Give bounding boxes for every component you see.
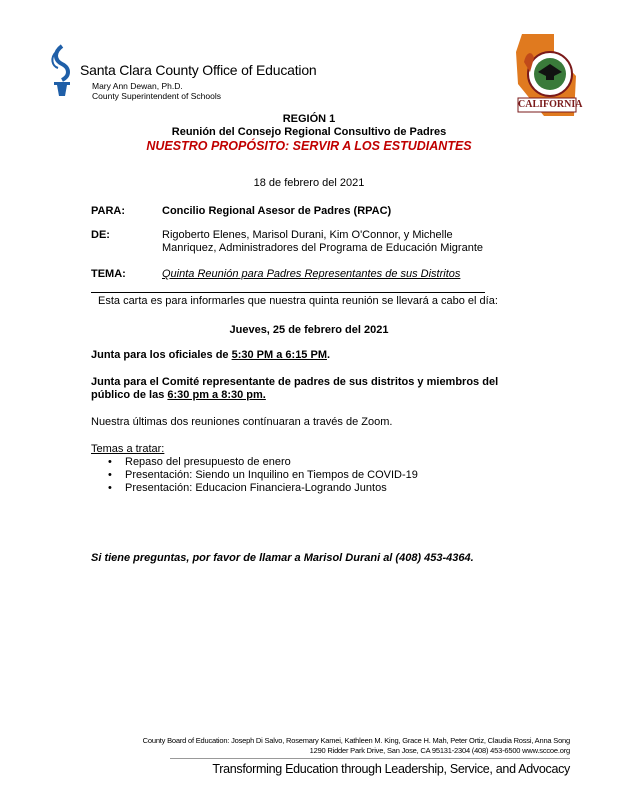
zoom-note: Nuestra últimas dos reuniones contínuaran a través de Zoom. (91, 416, 393, 428)
para-label: PARA: (91, 205, 126, 217)
superintendent-name: Mary Ann Dewan, Ph.D. (92, 81, 183, 91)
topics-list (108, 456, 418, 495)
para-value: Concilio Regional Asesor de Padres (RPAC) (162, 205, 392, 217)
seal-text: CALIFORNIA (518, 99, 583, 110)
org-name: Santa Clara County Office of Education (80, 62, 317, 78)
superintendent-title: County Superintendent of Schools (92, 91, 222, 101)
de-line2: Manriquez, Administradores del Programa de Educación Migrante (162, 242, 483, 254)
de-label: DE: (91, 229, 110, 241)
board-members: County Board of Education: Joseph Di Salvo, Rosemary Kamei, Kathleen M. King, Grace H. Mah, Peter Ortiz, Claudia Rossi, Anna Song (142, 736, 570, 745)
address: 1290 Ridder Park Drive, San Jose, CA 95131-2304 (408) 453-6500 www.sccoe.org (309, 746, 570, 755)
tagline: Transforming Education through Leadership, Service, and Advocacy (212, 762, 570, 776)
divider (91, 292, 485, 293)
region-title: REGIÓN 1 (282, 113, 336, 125)
list-item: • Presentación: Educacion Financiera-Logrando Juntos (108, 482, 418, 495)
tema-label: TEMA: (91, 268, 126, 280)
footer-divider (170, 758, 570, 759)
list-item: • Repaso del presupuesto de enero (108, 456, 418, 469)
tema-value: Quinta Reunión para Padres Representantes de sus Distritos (162, 268, 461, 280)
meeting-title: Reunión del Consejo Regional Consultivo de Padres (171, 126, 447, 138)
migrant-education-seal (514, 32, 583, 118)
topics-heading: Temas a tratar: (91, 443, 165, 455)
committee-line1: Junta para el Comité representante de padres de sus distritos y miembros del (91, 376, 499, 388)
officers-meeting: Junta para los oficiales de 5:30 PM a 6:15 PM. (91, 349, 331, 361)
contact-note: Si tiene preguntas, por favor de llamar a Marisol Durani al (408) 453-4364. (91, 552, 474, 564)
list-item: • Presentación: Siendo un Inquilino en Tiempos de COVID-19 (108, 469, 418, 482)
letter-date: 18 de febrero del 2021 (253, 177, 365, 189)
de-line1: Rigoberto Elenes, Marisol Durani, Kim O'Connor, y Michelle (162, 229, 453, 241)
sccoe-logo-icon (48, 42, 76, 98)
purpose-title: NUESTRO PROPÓSITO: SERVIR A LOS ESTUDIANTES (146, 139, 472, 153)
meeting-date: Jueves, 25 de febrero del 2021 (229, 324, 389, 336)
officers-time: 5:30 PM a 6:15 PM (231, 349, 327, 361)
committee-time: 6:30 pm a 8:30 pm. (167, 389, 266, 401)
intro-text: Esta carta es para informarles que nuestra quinta reunión se llevará a cabo el día: (98, 295, 498, 307)
committee-line2: público de las 6:30 pm a 8:30 pm. (91, 389, 266, 401)
